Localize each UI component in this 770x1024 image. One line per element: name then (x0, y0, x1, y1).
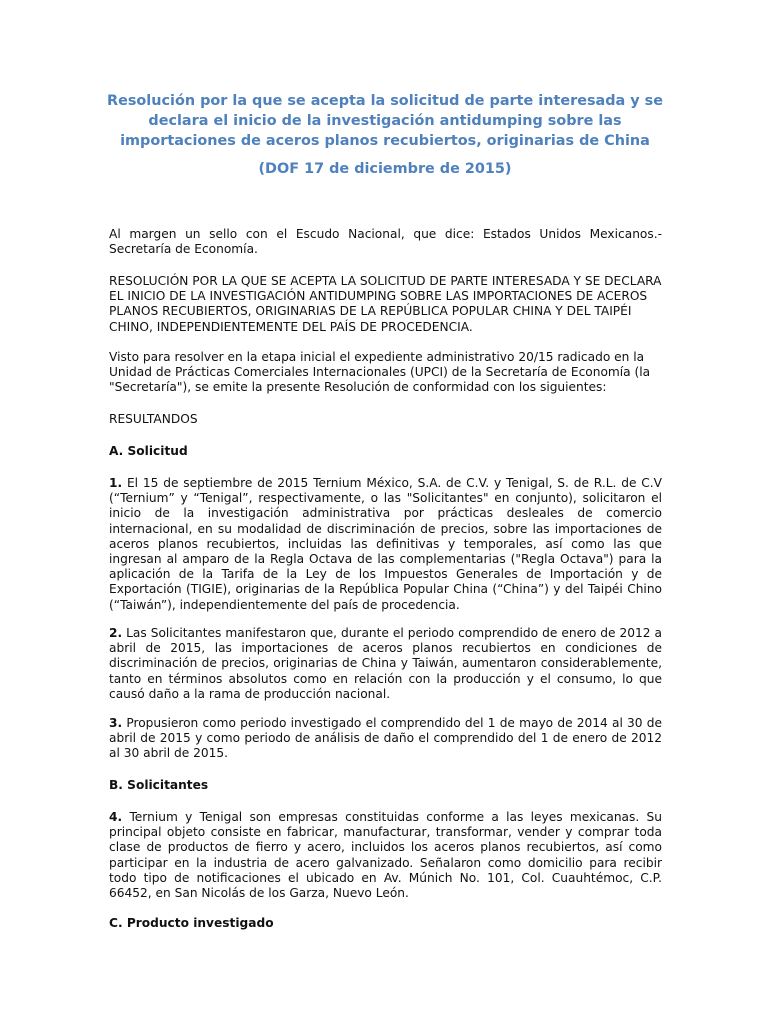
resultandos-label: RESULTANDOS (109, 412, 198, 426)
paragraph-2 (109, 626, 662, 702)
paragraph-text: El 15 de septiembre de 2015 Ternium México, S.A. de C.V. y Tenigal, S. de R.L. de C.V (“Ternium” y “Tenigal”, respectivamente, o las "Solicitantes" en conjunto), solicitaron el inicio de la investigación administrativa por prácticas desleales de comercio internacional, en su modalidad de discriminación de precios, sobre las importaciones de aceros planos recubiertos, incluidas las definitivas y temporales, así como las que ingresan al amparo de la Regla Octava de las complementarias ("Regla Octava") para la aplicación de la Tarifa de la Ley de los Impuestos Generales de Importación y de Exportación (TIGIE), originarias de la República Popular China (“China”) y del Taipéi Chino (“Taiwán”), independientemente del país de procedencia. (109, 476, 663, 612)
paragraph-text: Las Solicitantes manifestaron que, durante el periodo comprendido de enero de 2012 a abril de 2015, las importaciones de aceros planos recubiertos en condiciones de discriminación de precios, originarias de China y Taiwán, aumentaron considerablemente, tanto en términos absolutos como en relación con la producción y el consumo, lo que causó daño a la rama de producción nacional. (109, 626, 662, 701)
paragraph-number: 1. (109, 476, 123, 490)
document-title: Resolución por la que se acepta la solicitud de parte interesada y se declara el inicio de la investigación antidumping sobre las importaciones de aceros planos recubiertos, originarias de China (107, 93, 663, 149)
heading-solicitantes: B. Solicitantes (109, 778, 209, 792)
publication-date: (DOF 17 de diciembre de 2015) (258, 161, 512, 177)
paragraph-text: Ternium y Tenigal son empresas constituidas conforme a las leyes mexicanas. Su principal objeto consiste en fabricar, manufacturar, transformar, vender y comprar toda clase de productos de fierro y acero, incluidos los aceros planos recubiertos, así como participar en la industria de acero galvanizado. Señalaron como domicilio para recibir todo tipo de notificaciones el ubicado en Av. Múnich No. 101, Col. Cuauhtémoc, C.P. 66452, en San Nicolás de los Garza, Nuevo León. (109, 810, 663, 901)
paragraph-number: 3. (109, 716, 123, 730)
paragraph-number: 2. (109, 626, 123, 640)
heading-producto-investigado: C. Producto investigado (109, 916, 274, 930)
intro-paragraph: Al margen un sello con el Escudo Nacional, que dice: Estados Unidos Mexicanos.- Secretaría de Economía. (109, 227, 662, 257)
paragraph-3 (109, 716, 662, 762)
paragraph-number: 4. (109, 810, 123, 824)
resolution-caps-paragraph: RESOLUCIÓN POR LA QUE SE ACEPTA LA SOLICITUD DE PARTE INTERESADA Y SE DECLARA EL INICIO DE LA INVESTIGACIÓN ANTIDUMPING SOBRE LAS IMPORTACIONES DE ACEROS PLANOS RECUBIERTOS, ORIGINARIAS DE LA REPÚBLICA POPULAR CHINA Y DEL TAIPÉI CHINO, INDEPENDIENTEMENTE DEL PAÍS DE PROCEDENCIA. (109, 274, 662, 334)
visto-paragraph: Visto para resolver en la etapa inicial el expediente administrativo 20/15 radicado en la Unidad de Prácticas Comerciales Internacionales (UPCI) de la Secretaría de Economía (la "Secretaría"), se emite la presente Resolución de conformidad con los siguientes: (109, 350, 651, 395)
paragraph-text: Propusieron como periodo investigado el comprendido del 1 de mayo de 2014 al 30 de abril de 2015 y como periodo de análisis de daño el comprendido del 1 de enero de 2012 al 30 abril de 2015. (109, 716, 662, 761)
paragraph-4 (109, 810, 662, 901)
paragraph-1 (109, 476, 662, 613)
heading-solicitud: A. Solicitud (109, 444, 188, 458)
